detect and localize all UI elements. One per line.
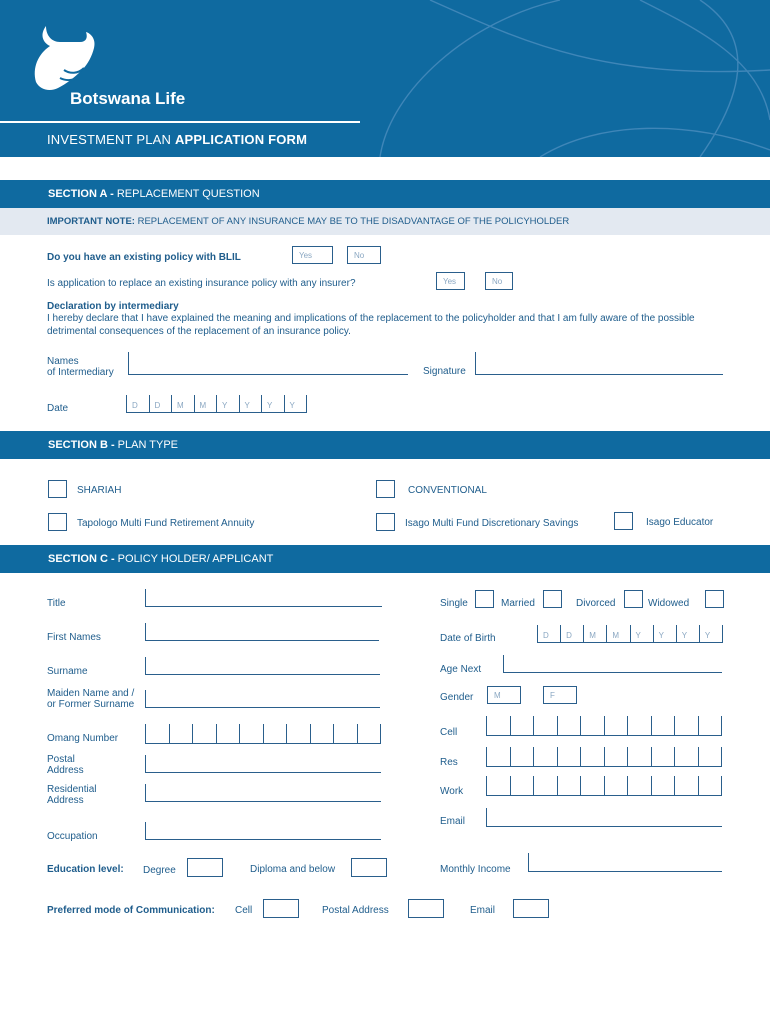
res-digit[interactable] [627, 747, 651, 766]
age-next-label: Age Next [440, 664, 482, 675]
signature-label: Signature [423, 366, 466, 377]
dob-label: Date of Birth [440, 633, 496, 644]
res-digit[interactable] [651, 747, 675, 766]
date-cell[interactable]: Y [239, 395, 262, 412]
work-label: Work [440, 786, 464, 797]
widowed-checkbox[interactable] [705, 590, 724, 608]
postal-label-line1: Postal [47, 754, 75, 765]
maiden-label-line1: Maiden Name and / [47, 688, 135, 699]
surname-field[interactable] [145, 657, 380, 675]
education-level-label: Education level: [47, 864, 124, 875]
omang-label: Omang Number [47, 733, 119, 744]
cell-digit[interactable] [557, 716, 581, 735]
cell-digit[interactable] [698, 716, 723, 735]
res-digit[interactable] [557, 747, 581, 766]
res-digit[interactable] [510, 747, 534, 766]
title-bar [0, 121, 360, 157]
communication-label: Preferred mode of Communication: [47, 905, 215, 916]
date-cell[interactable]: M [194, 395, 217, 412]
shariah-checkbox[interactable] [48, 480, 67, 498]
residential-label-line1: Residential [47, 784, 97, 795]
comm-postal-label: Postal Address [322, 905, 389, 916]
cell-digit[interactable] [627, 716, 651, 735]
dob-cell[interactable]: Y [653, 625, 676, 642]
cell-digit[interactable] [486, 716, 510, 735]
dob-cell[interactable]: Y [630, 625, 653, 642]
omang-cell[interactable] [286, 724, 310, 743]
degree-checkbox[interactable] [187, 858, 223, 877]
date-cell[interactable]: D [149, 395, 172, 412]
cell-number-field[interactable] [486, 716, 722, 736]
section-c-prefix: SECTION C - [48, 553, 118, 565]
res-digit[interactable] [698, 747, 723, 766]
tapologo-label: Tapologo Multi Fund Retirement Annuity [77, 518, 255, 529]
residential-label-line2: Address [47, 795, 84, 806]
res-digit[interactable] [486, 747, 510, 766]
replace-policy-question: Is application to replace an existing insurance policy with any insurer? [47, 278, 356, 289]
res-number-field[interactable] [486, 747, 722, 767]
section-a-title: REPLACEMENT QUESTION [116, 188, 260, 200]
omang-cell[interactable] [310, 724, 334, 743]
cell-digit[interactable] [580, 716, 604, 735]
important-note [0, 208, 770, 235]
bull-logo-icon [30, 24, 98, 94]
comm-cell-checkbox[interactable] [263, 899, 299, 918]
first-names-field[interactable] [145, 623, 379, 641]
omang-cell[interactable] [145, 724, 169, 743]
dob-cell[interactable]: Y [699, 625, 723, 642]
comm-email-label: Email [470, 905, 496, 916]
email-label: Email [440, 816, 466, 827]
married-checkbox[interactable] [543, 590, 562, 608]
declaration-title: Declaration by intermediary [47, 301, 179, 312]
res-digit[interactable] [674, 747, 698, 766]
cell-digit[interactable] [651, 716, 675, 735]
section-c-header [0, 545, 770, 573]
declaration-text: I hereby declare that I have explained the meaning and implications of the replacement to the policyholder and that I am fully aware of the possible detrimental consequences of the replacement of an insurance policy. [47, 313, 695, 337]
work-number-field[interactable] [486, 776, 722, 796]
conventional-label: CONVENTIONAL [408, 485, 487, 496]
intermediary-date-field[interactable] [126, 395, 307, 413]
omang-cell[interactable] [192, 724, 216, 743]
section-b-title: PLAN TYPE [117, 439, 178, 451]
monthly-income-field[interactable] [528, 853, 722, 872]
monthly-income-label: Monthly Income [440, 864, 511, 875]
replace-policy-yes-box[interactable]: Yes [436, 272, 465, 290]
work-digit[interactable] [674, 776, 698, 795]
age-next-field[interactable] [503, 655, 722, 673]
gender-male-box[interactable]: M [487, 686, 521, 704]
isago-educator-label: Isago Educator [646, 517, 714, 528]
existing-policy-no-box[interactable]: No [347, 246, 381, 264]
surname-label: Surname [47, 666, 88, 677]
work-digit[interactable] [533, 776, 557, 795]
dob-cell[interactable]: M [583, 625, 606, 642]
omang-cell[interactable] [239, 724, 263, 743]
section-b-header [0, 431, 770, 459]
date-cell[interactable]: M [171, 395, 194, 412]
date-cell[interactable]: D [126, 395, 149, 412]
single-label: Single [440, 598, 468, 609]
dob-cell[interactable]: M [606, 625, 629, 642]
res-digit[interactable] [580, 747, 604, 766]
intermediary-names-field[interactable] [128, 352, 408, 375]
omang-number-field[interactable] [145, 724, 381, 744]
date-of-birth-field[interactable] [537, 625, 723, 643]
res-digit[interactable] [604, 747, 628, 766]
divorced-checkbox[interactable] [624, 590, 643, 608]
married-label: Married [501, 598, 535, 609]
form-title [47, 132, 307, 147]
degree-label: Degree [143, 865, 176, 876]
postal-label-line2: Address [47, 765, 84, 776]
section-c-title: POLICY HOLDER/ APPLICANT [117, 553, 274, 565]
residential-address-field[interactable] [145, 784, 381, 802]
postal-address-field[interactable] [145, 755, 381, 773]
work-digit[interactable] [604, 776, 628, 795]
occupation-label: Occupation [47, 831, 98, 842]
divorced-label: Divorced [576, 598, 616, 609]
tapologo-checkbox[interactable] [48, 513, 67, 531]
cell-digit[interactable] [604, 716, 628, 735]
section-b-prefix: SECTION B - [48, 439, 118, 451]
replace-policy-no-box[interactable]: No [485, 272, 513, 290]
omang-cell[interactable] [357, 724, 382, 743]
widowed-label: Widowed [648, 598, 690, 609]
form-title-bold: APPLICATION FORM [174, 132, 308, 147]
gender-female-box[interactable]: F [543, 686, 577, 704]
dob-cell[interactable]: Y [676, 625, 699, 642]
shariah-label: SHARIAH [77, 485, 122, 496]
date-label: Date [47, 403, 69, 414]
work-digit[interactable] [510, 776, 534, 795]
cell-digit[interactable] [533, 716, 557, 735]
note-prefix: IMPORTANT NOTE: [47, 216, 138, 227]
conventional-checkbox[interactable] [376, 480, 395, 498]
date-cell[interactable]: Y [216, 395, 239, 412]
gender-label: Gender [440, 692, 474, 703]
brand-name: Botswana Life [70, 89, 186, 108]
res-label: Res [440, 757, 458, 768]
signature-field[interactable] [475, 352, 723, 375]
comm-postal-checkbox[interactable] [408, 899, 444, 918]
dob-cell[interactable]: D [537, 625, 560, 642]
comm-email-checkbox[interactable] [513, 899, 549, 918]
isago-educator-checkbox[interactable] [614, 512, 633, 530]
email-field[interactable] [486, 808, 722, 827]
work-digit[interactable] [580, 776, 604, 795]
omang-cell[interactable] [263, 724, 287, 743]
existing-policy-question: Do you have an existing policy with BLIL [47, 252, 241, 263]
work-digit[interactable] [651, 776, 675, 795]
cell-digit[interactable] [674, 716, 698, 735]
work-digit[interactable] [486, 776, 510, 795]
omang-cell[interactable] [333, 724, 357, 743]
dob-cell[interactable]: D [560, 625, 583, 642]
omang-cell[interactable] [216, 724, 240, 743]
date-cell[interactable]: Y [261, 395, 284, 412]
cell-digit[interactable] [510, 716, 534, 735]
cell-label: Cell [440, 727, 458, 738]
names-label-line1: Names [47, 356, 79, 367]
header-banner [0, 0, 770, 157]
title-field[interactable] [145, 589, 382, 607]
title-label: Title [47, 598, 66, 609]
diploma-label: Diploma and below [250, 864, 336, 875]
form-title-light: INVESTMENT PLAN [47, 132, 175, 147]
names-label-line2: of Intermediary [47, 367, 114, 378]
existing-policy-yes-box[interactable]: Yes [292, 246, 333, 264]
work-digit[interactable] [557, 776, 581, 795]
date-cell[interactable]: Y [284, 395, 308, 412]
note-text: REPLACEMENT OF ANY INSURANCE MAY BE TO THE DISADVANTAGE OF THE POLICYHOLDER [137, 216, 570, 227]
res-digit[interactable] [533, 747, 557, 766]
isago-savings-checkbox[interactable] [376, 513, 395, 531]
single-checkbox[interactable] [475, 590, 494, 608]
work-digit[interactable] [627, 776, 651, 795]
maiden-name-field[interactable] [145, 690, 380, 708]
comm-cell-label: Cell [235, 905, 253, 916]
isago-savings-label: Isago Multi Fund Discretionary Savings [405, 518, 579, 529]
work-digit[interactable] [698, 776, 723, 795]
maiden-label-line2: or Former Surname [47, 699, 135, 710]
section-a-header [0, 180, 770, 208]
diploma-checkbox[interactable] [351, 858, 387, 877]
occupation-field[interactable] [145, 822, 381, 840]
first-names-label: First Names [47, 632, 101, 643]
section-a-prefix: SECTION A - [48, 188, 117, 200]
omang-cell[interactable] [169, 724, 193, 743]
